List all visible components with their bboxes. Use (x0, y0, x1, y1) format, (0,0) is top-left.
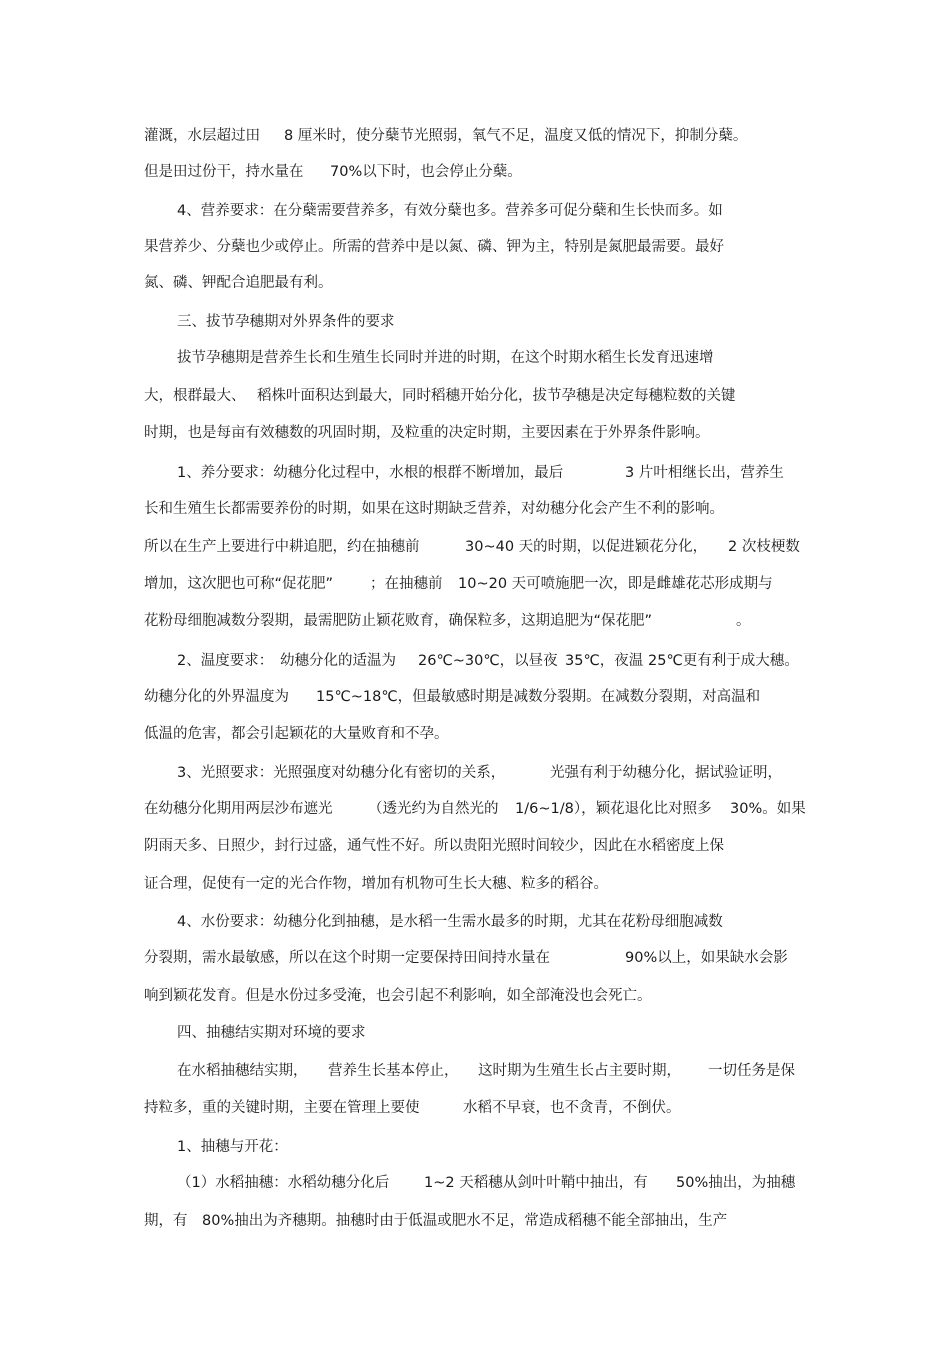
text-segment: 一切任务是保 (708, 1063, 795, 1079)
text-segment: 幼穗分化的外界温度为 (144, 689, 289, 705)
text-segment: 8 厘米时，使分蘖节光照弱，氧气不足，温度又低的情况下，抑制分蘖。 (284, 128, 748, 144)
text-line (0, 797, 950, 821)
text-segment: 光强有利于幼穗分化，据试验证明， (550, 765, 782, 781)
text-segment: 低温的危害，都会引起颖花的大量败育和不孕。 (144, 726, 449, 742)
text-line (0, 649, 950, 673)
text-segment: 1/6~1/8），颖花退化比对照多 (515, 801, 712, 817)
text-segment: 幼穗分化的适温为 (280, 653, 396, 669)
text-segment: 4、营养要求：在分蘖需要营养多，有效分蘖也多。营养多可促分蘖和生长快而多。如 (177, 203, 723, 219)
text-segment: 90%以上，如果缺水会影 (625, 950, 788, 966)
text-segment: 80%抽出为齐穗期。抽穗时由于低温或肥水不足，常造成稻穗不能全部抽出，生产 (202, 1213, 728, 1229)
text-segment: 水稻不早衰，也不贪青，不倒伏。 (463, 1100, 681, 1116)
text-line (0, 421, 950, 445)
text-segment: 灌溉，水层超过田 (144, 128, 260, 144)
section-heading (0, 1021, 950, 1045)
text-segment: 但是田过份干，持水量在 (144, 164, 304, 180)
text-line (0, 199, 950, 223)
text-segment: 50%抽出，为抽穗 (676, 1175, 796, 1191)
text-line (0, 984, 950, 1008)
text-segment: 花粉母细胞减数分裂期，最需肥防止颖花败育，确保粒多，这期追肥为“保花肥” (144, 613, 653, 629)
text-segment: 稻株叶面积达到最大，同时稻穗开始分化，拔节孕穗是决定每穗粒数的关键 (257, 388, 736, 404)
text-segment: 4、水份要求：幼穗分化到抽穗，是水稻一生需水最多的时期，尤其在花粉母细胞减数 (177, 914, 723, 930)
text-line (0, 685, 950, 709)
text-segment: 持粒多，重的关键时期，主要在管理上要使 (144, 1100, 420, 1116)
section-heading (0, 310, 950, 334)
text-line (0, 572, 950, 596)
text-segment: 25℃更有利于成大穗。 (648, 653, 799, 669)
text-line (0, 535, 950, 559)
text-line (0, 1059, 950, 1083)
text-line (0, 1096, 950, 1120)
text-line (0, 722, 950, 746)
text-segment: （1）水稻抽穗：水稻幼穗分化后 (177, 1175, 390, 1191)
text-segment: 30%。如果 (730, 801, 806, 817)
text-segment: 拔节孕穗期是营养生长和生殖生长同时并进的时期，在这个时期水稻生长发育迅速增 (177, 350, 714, 366)
text-segment: 果营养少、分蘖也少或停止。所需的营养中是以氮、磷、钾为主，特别是氮肥最需要。最好 (144, 239, 724, 255)
text-segment: 这时期为生殖生长占主要时期， (478, 1063, 681, 1079)
text-line (0, 497, 950, 521)
text-line (0, 609, 950, 633)
text-segment: 在水稻抽穗结实期， (177, 1063, 308, 1079)
text-line (0, 910, 950, 934)
text-line (0, 235, 950, 259)
text-segment: 2、温度要求： (177, 653, 274, 669)
text-segment: 26℃~30℃，以昼夜 (418, 653, 558, 669)
text-segment: 15℃~18℃，但最敏感时期是减数分裂期。在减数分裂期，对高温和 (316, 689, 761, 705)
text-segment: 时期，也是每亩有效穗数的巩固时期，及粒重的决定时期，主要因素在于外界条件影响。 (144, 425, 710, 441)
text-segment: 响到颖花发育。但是水份过多受淹，也会引起不利影响，如全部淹没也会死亡。 (144, 988, 652, 1004)
text-segment: 70%以下时，也会停止分蘖。 (330, 164, 522, 180)
text-line (0, 761, 950, 785)
text-line (0, 946, 950, 970)
text-segment: 1、抽穗与开花： (177, 1139, 288, 1155)
text-segment: 证合理，促使有一定的光合作物，增加有机物可生长大穗、粒多的稻谷。 (144, 876, 608, 892)
text-segment: 35℃，夜温 (565, 653, 644, 669)
text-segment: 大，根群最大、 (144, 388, 246, 404)
text-segment: 在幼穗分化期用两层沙布遮光 (144, 801, 333, 817)
text-segment: 营养生长基本停止， (328, 1063, 459, 1079)
text-segment: ；在抽穗前 (370, 576, 443, 592)
text-segment: 氮、磷、钾配合追肥最有利。 (144, 275, 333, 291)
text-segment: 三、拔节孕穗期对外界条件的要求 (177, 314, 395, 330)
text-line (0, 834, 950, 858)
text-segment: （透光约为自然光的 (368, 801, 499, 817)
text-segment: 1、养分要求：幼穗分化过程中，水根的根群不断增加，最后 (177, 465, 564, 481)
text-line (0, 346, 950, 370)
text-line (0, 160, 950, 184)
text-segment: 10~20 天可喷施肥一次，即是雌雄花芯形成期与 (458, 576, 773, 592)
text-segment: 四、抽穗结实期对环境的要求 (177, 1025, 366, 1041)
text-line (0, 1135, 950, 1159)
text-line (0, 1209, 950, 1233)
text-segment: 增加，这次肥也可称“促花肥” (144, 576, 334, 592)
text-segment: 期，有 (144, 1213, 188, 1229)
text-segment: 。 (736, 613, 751, 629)
text-segment: 分裂期，需水最敏感，所以在这个时期一定要保持田间持水量在 (144, 950, 550, 966)
text-segment: 所以在生产上要进行中耕追肥，约在抽穗前 (144, 539, 420, 555)
text-line (0, 872, 950, 896)
text-segment: 3 片叶相继长出，营养生 (625, 465, 784, 481)
text-line (0, 271, 950, 295)
text-segment: 长和生殖生长都需要养份的时期，如果在这时期缺乏营养，对幼穗分化会产生不利的影响。 (144, 501, 724, 517)
text-segment: 30~40 天的时期，以促进颖花分化， (465, 539, 708, 555)
text-line (0, 1171, 950, 1195)
text-segment: 3、光照要求：光照强度对幼穗分化有密切的关系， (177, 765, 506, 781)
text-segment: 阴雨天多、日照少，封行过盛，通气性不好。所以贵阳光照时间较少，因此在水稻密度上保 (144, 838, 724, 854)
text-line (0, 124, 950, 148)
text-line (0, 461, 950, 485)
text-segment: 1~2 天稻穗从剑叶叶鞘中抽出，有 (424, 1175, 648, 1191)
text-line (0, 384, 950, 408)
text-segment: 2 次枝梗数 (728, 539, 800, 555)
